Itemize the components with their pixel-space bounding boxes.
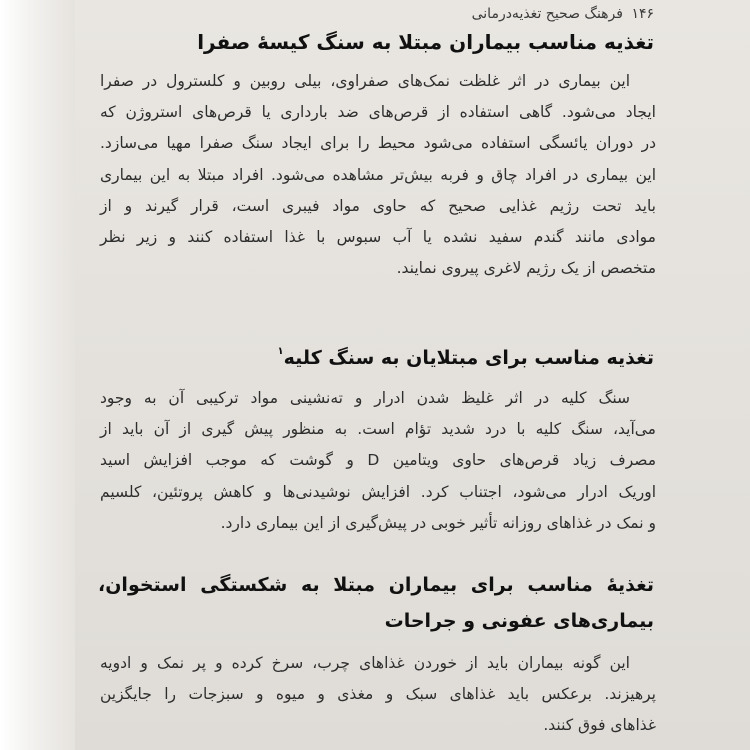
section-title-text: تغذیه مناسب برای مبتلایان به سنگ کلیه [283,347,654,369]
page-gutter [0,0,75,750]
paragraph-line: این بیماری در اثر غلظت نمک‌های صفراوی، بیلی روبین و کلسترول در صفرا [100,72,630,90]
paragraph-kidney-stone [100,383,656,539]
paragraph-line: باید تحت رژیم غذایی صحیح که حاوی مواد فیبری است، قرار گیرند و از [100,196,656,215]
paragraph-line: غذاهای فوق کنند. [543,716,656,735]
page-number: ۱۴۶ [631,6,654,22]
paragraph-line: پرهیزند. برعکس باید غذاهای سبک و مغذی و میوه و سبزجات را جایگزین [100,685,656,704]
paragraph-fracture [100,648,656,742]
paragraph-line: در دوران یائسگی استفاده می‌شود محیط را برای ایجاد سنگ صفرا مهیا می‌سازد. [100,134,656,153]
paragraph-line: سنگ کلیه در اثر غلیظ شدن ادرار و ته‌نشینی مواد ترکیبی آن به وجود [100,389,630,407]
paragraph-line: موادی مانند گندم سفید نشده یا آب سبوس با غذا استفاده کنند و زیر نظر [100,227,656,246]
section-title-gallstone: تغذیه مناسب بیماران مبتلا به سنگ کیسهٔ صفرا [197,30,654,54]
running-header [472,6,654,22]
paragraph-line: متخصص از یک رژیم لاغری پیروی نمایند. [396,259,656,278]
paragraph-line: مصرف زیاد قرص‌های حاوی ویتامین D و گوشت که موجب افزایش اسید [100,451,656,470]
book-title: فرهنگ صحیح تغذیه‌درمانی [471,6,623,22]
paragraph-line: اوریک ادرار می‌شود، اجتناب کرد. افزایش نوشیدنی‌ها و کاهش پروتئین، کلسیم [100,482,656,501]
paragraph-line: می‌آید، سنگ کلیه با درد شدید تؤام است. به منظور پیش گیری از آن باید از [100,420,656,439]
footnote-marker: ۱ [277,346,284,357]
paragraph-line: و نمک در غذاهای روزانه تأثیر خوبی در پیش‌گیری از این بیماری دارد. [220,513,656,532]
section-title-fracture-line-1: تغذیهٔ مناسب برای بیماران مبتلا به شکستگی استخوان، [98,574,654,596]
paragraph-line: ایجاد می‌شود. گاهی استفاده از قرص‌های ضد بارداری یا قرص‌های استروژن که [100,103,656,122]
paragraph-gallstone [100,66,656,284]
section-title-fracture-line-2: بیماری‌های عفونی و جراحات [384,610,654,632]
paragraph-line: این بیماری در افراد چاق و فربه بیش‌تر مشاهده می‌شود. افراد مبتلا به این بیماری [100,165,656,184]
paragraph-line: این گونه بیماران باید از خوردن غذاهای چرب، سرخ کرده و پر نمک و ادویه [100,654,630,672]
section-title-kidney-stone [278,346,654,369]
